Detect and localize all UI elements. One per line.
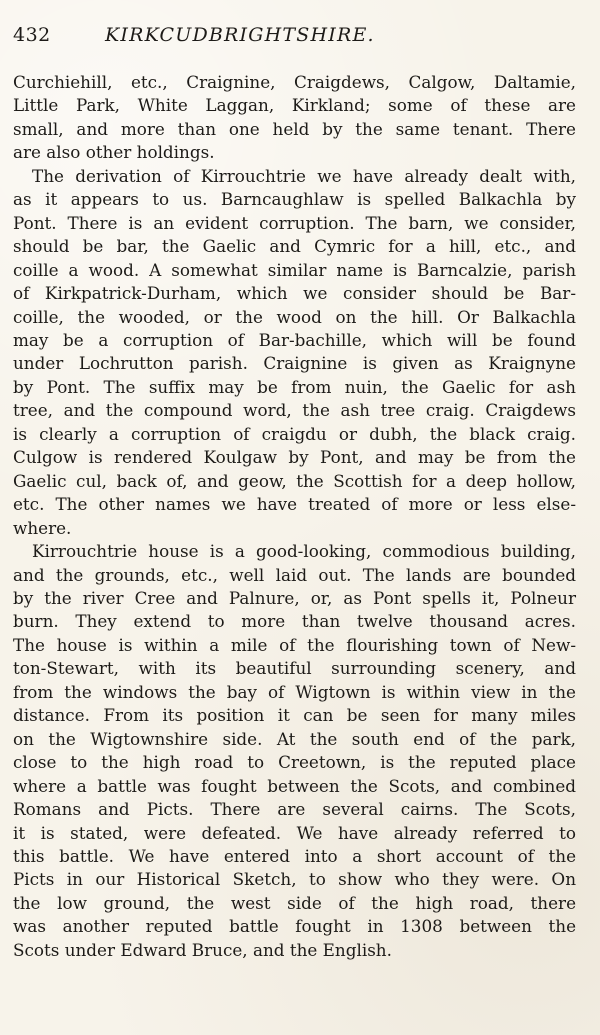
text-line: Pont. There is an evident corruption. The barn, we consider, [13, 212, 576, 233]
text-line: coille a wood. A somewhat similar name is Barncalzie, parish [13, 259, 576, 280]
text-line: was another reputed battle fought in 1308 between the [13, 916, 576, 937]
text-line: etc. The other names we have treated of more or less else- [13, 494, 576, 515]
text-line: Scots under Edward Bruce, and the English. [13, 939, 392, 960]
text-line: ton-Stewart, with its beautiful surrounding scenery, and [13, 658, 576, 679]
text-line: Culgow is rendered Koulgaw by Pont, and may be from the [13, 447, 576, 468]
paragraph-start-line: Kirrouchtrie house is a good-looking, commodious building, [32, 541, 576, 562]
text-line: close to the high road to Creetown, is the reputed place [13, 752, 576, 773]
text-line: distance. From its position it can be seen for many miles [13, 705, 576, 726]
text-line: the low ground, the west side of the high road, there [13, 892, 576, 913]
text-line: Curchiehill, etc., Craignine, Craigdews, Calgow, Daltamie, [13, 72, 576, 92]
text-line: where a battle was fought between the Scots, and combined [13, 775, 576, 796]
text-line: may be a corruption of Bar-bachille, which will be found [13, 329, 576, 350]
text-line: by the river Cree and Palnure, or, as Pont spells it, Polneur [13, 587, 576, 608]
text-line: Romans and Picts. There are several cairns. The Scots, [13, 799, 576, 820]
page-header [13, 24, 576, 64]
text-line: where. [13, 517, 72, 538]
text-line: on the Wigtownshire side. At the south end of the park, [13, 728, 576, 749]
text-line: coille, the wooded, or the wood on the hill. Or Balkachla [13, 306, 576, 327]
text-line: of Kirkpatrick-Durham, which we consider should be Bar- [13, 283, 576, 304]
running-title: KIRKCUDBRIGHTSHIRE. [105, 24, 375, 46]
text-line: burn. They extend to more than twelve thousand acres. [13, 611, 576, 632]
text-line: should be bar, the Gaelic and Cymric for a hill, etc., and [13, 236, 576, 257]
text-line: under Lochrutton parish. Craignine is given as Kraignyne [13, 353, 576, 374]
body-text [13, 71, 576, 962]
text-line: and the grounds, etc., well laid out. The lands are bounded [13, 564, 576, 585]
text-line: Gaelic cul, back of, and geow, the Scottish for a deep hollow, [13, 470, 576, 491]
paragraph-start-line: The derivation of Kirrouchtrie we have already dealt with, [32, 165, 576, 186]
text-line: The house is within a mile of the flourishing town of New- [13, 634, 576, 655]
text-line: as it appears to us. Barncaughlaw is spelled Balkachla by [13, 189, 576, 210]
text-line: tree, and the compound word, the ash tree craig. Craigdews [13, 400, 576, 421]
text-line: this battle. We have entered into a short account of the [13, 845, 576, 866]
page-number: 432 [13, 24, 51, 46]
text-line: Little Park, White Laggan, Kirkland; some of these are [13, 95, 576, 116]
text-line: it is stated, were defeated. We have already referred to [13, 822, 576, 843]
text-line: Picts in our Historical Sketch, to show who they were. On [13, 869, 576, 890]
text-line: from the windows the bay of Wigtown is within view in the [13, 681, 576, 702]
text-line: small, and more than one held by the same tenant. There [13, 118, 576, 139]
text-line: is clearly a corruption of craigdu or dubh, the black craig. [13, 423, 576, 444]
text-line: are also other holdings. [13, 142, 215, 163]
text-line: by Pont. The suffix may be from nuin, the Gaelic for ash [13, 376, 576, 397]
